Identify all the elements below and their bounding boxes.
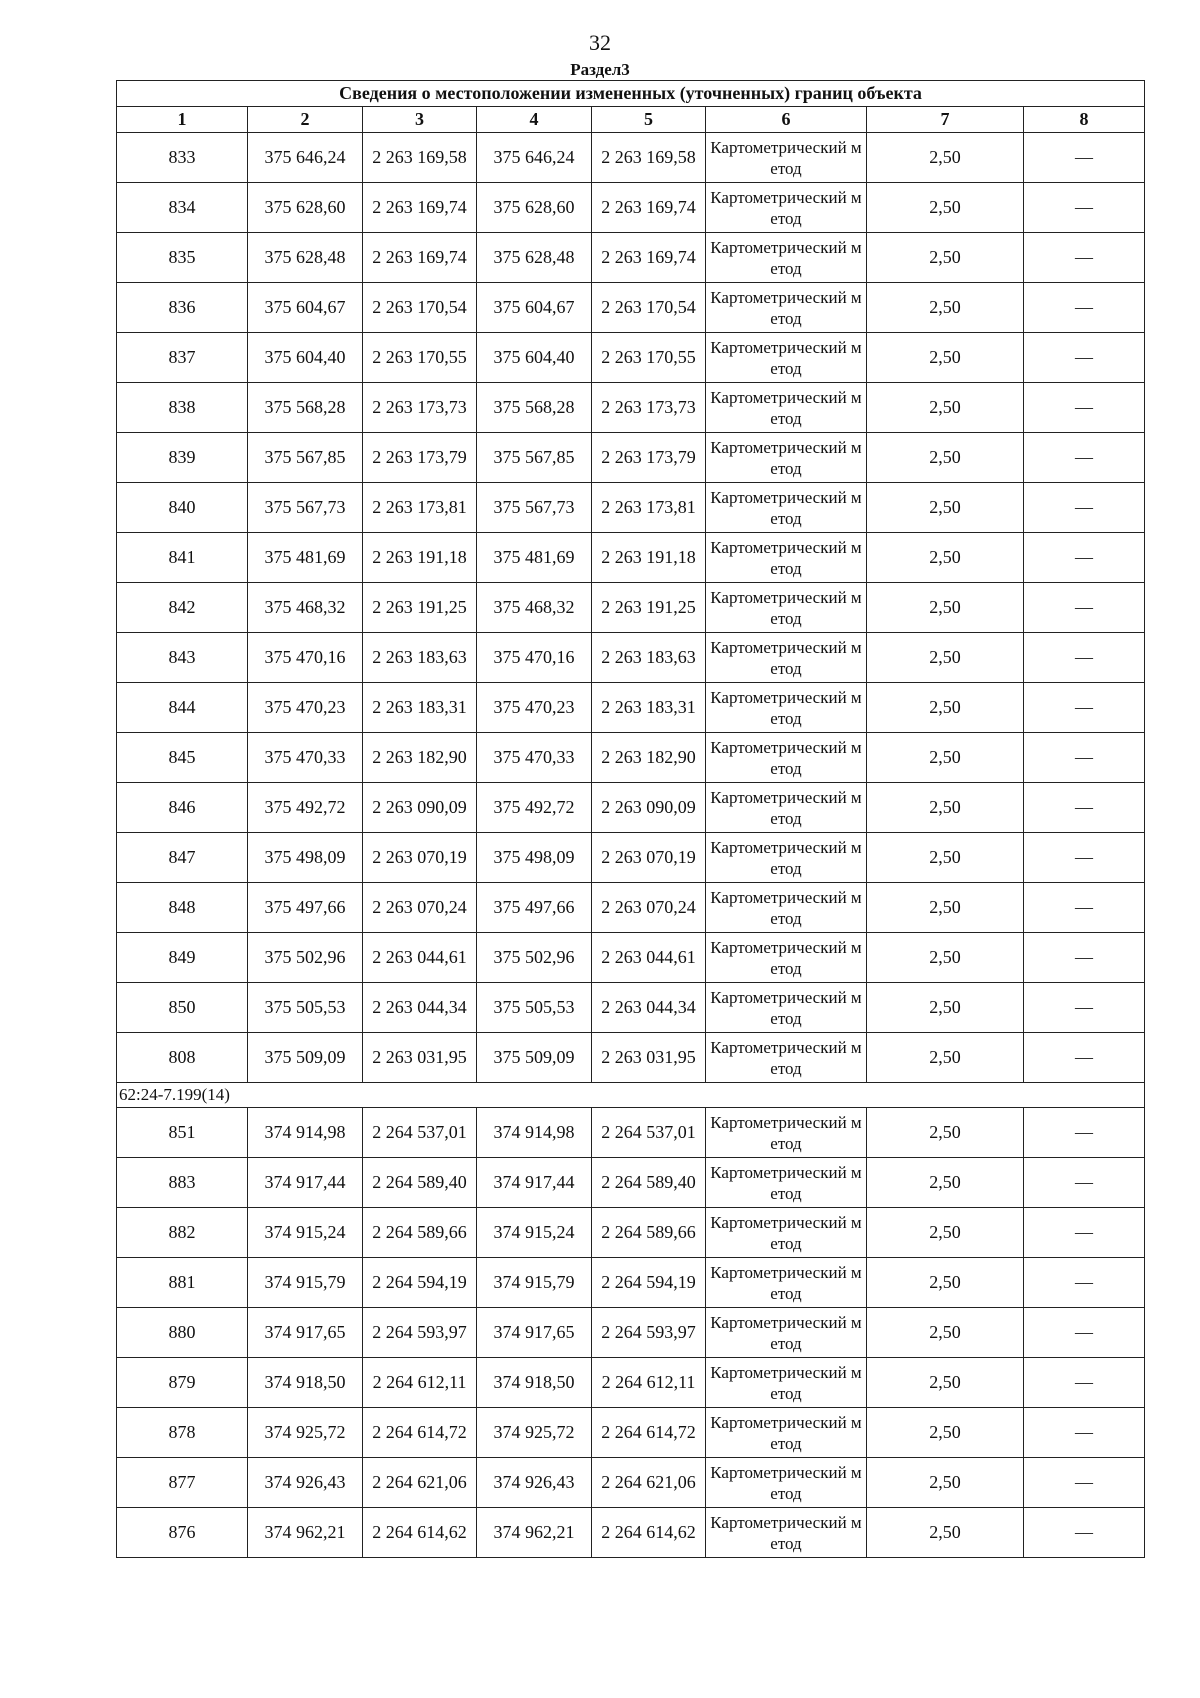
x-existing-cell: 375 470,16 [248, 633, 363, 683]
table-row [117, 283, 1145, 333]
y-existing-cell: 2 263 183,63 [363, 633, 477, 683]
x-new-cell: 375 468,32 [477, 583, 592, 633]
description-cell: — [1024, 533, 1145, 583]
point-number-cell: 850 [117, 983, 248, 1033]
column-number: 8 [1024, 107, 1145, 133]
accuracy-cell: 2,50 [867, 333, 1024, 383]
y-new-cell: 2 263 090,09 [592, 783, 706, 833]
point-number-cell: 847 [117, 833, 248, 883]
x-existing-cell: 375 646,24 [248, 133, 363, 183]
x-new-cell: 375 470,23 [477, 683, 592, 733]
accuracy-cell: 2,50 [867, 1508, 1024, 1558]
x-new-cell: 374 917,65 [477, 1308, 592, 1358]
y-existing-cell: 2 263 044,34 [363, 983, 477, 1033]
table-row [117, 1508, 1145, 1558]
x-new-cell: 374 962,21 [477, 1508, 592, 1558]
parcel-group-label: 62:24-7.199(14) [117, 1083, 1145, 1108]
description-cell: — [1024, 883, 1145, 933]
accuracy-cell: 2,50 [867, 833, 1024, 883]
y-existing-cell: 2 263 182,90 [363, 733, 477, 783]
method-cell: Картометрический метод [706, 1358, 867, 1408]
accuracy-cell: 2,50 [867, 433, 1024, 483]
accuracy-cell: 2,50 [867, 983, 1024, 1033]
x-new-cell: 375 502,96 [477, 933, 592, 983]
x-existing-cell: 375 568,28 [248, 383, 363, 433]
x-existing-cell: 374 926,43 [248, 1458, 363, 1508]
table-row [117, 1308, 1145, 1358]
x-new-cell: 375 492,72 [477, 783, 592, 833]
point-number-cell: 877 [117, 1458, 248, 1508]
description-cell: — [1024, 983, 1145, 1033]
point-number-cell: 841 [117, 533, 248, 583]
accuracy-cell: 2,50 [867, 583, 1024, 633]
column-number: 2 [248, 107, 363, 133]
method-cell: Картометрический метод [706, 583, 867, 633]
y-new-cell: 2 263 170,55 [592, 333, 706, 383]
y-new-cell: 2 263 070,24 [592, 883, 706, 933]
point-number-cell: 846 [117, 783, 248, 833]
accuracy-cell: 2,50 [867, 1408, 1024, 1458]
table-row [117, 833, 1145, 883]
method-cell: Картометрический метод [706, 1158, 867, 1208]
x-existing-cell: 375 470,33 [248, 733, 363, 783]
column-number: 6 [706, 107, 867, 133]
y-existing-cell: 2 263 070,24 [363, 883, 477, 933]
y-new-cell: 2 263 182,90 [592, 733, 706, 783]
group-row [117, 1083, 1145, 1108]
description-cell: — [1024, 733, 1145, 783]
description-cell: — [1024, 283, 1145, 333]
x-new-cell: 374 926,43 [477, 1458, 592, 1508]
method-cell: Картометрический метод [706, 1258, 867, 1308]
point-number-cell: 844 [117, 683, 248, 733]
y-existing-cell: 2 263 173,79 [363, 433, 477, 483]
column-number: 5 [592, 107, 706, 133]
description-cell: — [1024, 833, 1145, 883]
point-number-cell: 837 [117, 333, 248, 383]
y-new-cell: 2 264 594,19 [592, 1258, 706, 1308]
table-row [117, 633, 1145, 683]
x-new-cell: 375 628,48 [477, 233, 592, 283]
table-row [117, 1258, 1145, 1308]
point-number-cell: 843 [117, 633, 248, 683]
method-cell: Картометрический метод [706, 333, 867, 383]
description-cell: — [1024, 1208, 1145, 1258]
method-cell: Картометрический метод [706, 933, 867, 983]
accuracy-cell: 2,50 [867, 683, 1024, 733]
y-new-cell: 2 263 183,31 [592, 683, 706, 733]
boundary-points-table [116, 80, 1145, 1558]
method-cell: Картометрический метод [706, 633, 867, 683]
column-number-row [117, 107, 1145, 133]
x-existing-cell: 375 567,85 [248, 433, 363, 483]
method-cell: Картометрический метод [706, 233, 867, 283]
table-row [117, 533, 1145, 583]
y-existing-cell: 2 264 621,06 [363, 1458, 477, 1508]
x-existing-cell: 374 915,24 [248, 1208, 363, 1258]
point-number-cell: 882 [117, 1208, 248, 1258]
method-cell: Картометрический метод [706, 533, 867, 583]
x-existing-cell: 375 505,53 [248, 983, 363, 1033]
y-new-cell: 2 263 173,73 [592, 383, 706, 433]
point-number-cell: 848 [117, 883, 248, 933]
point-number-cell: 879 [117, 1358, 248, 1408]
table-body [117, 133, 1145, 1558]
y-existing-cell: 2 263 170,55 [363, 333, 477, 383]
point-number-cell: 833 [117, 133, 248, 183]
accuracy-cell: 2,50 [867, 783, 1024, 833]
method-cell: Картометрический метод [706, 783, 867, 833]
y-new-cell: 2 263 170,54 [592, 283, 706, 333]
description-cell: — [1024, 1258, 1145, 1308]
point-number-cell: 851 [117, 1108, 248, 1158]
x-existing-cell: 374 918,50 [248, 1358, 363, 1408]
x-new-cell: 374 925,72 [477, 1408, 592, 1458]
accuracy-cell: 2,50 [867, 1208, 1024, 1258]
accuracy-cell: 2,50 [867, 283, 1024, 333]
x-new-cell: 375 470,33 [477, 733, 592, 783]
method-cell: Картометрический метод [706, 833, 867, 883]
table-row [117, 933, 1145, 983]
point-number-cell: 842 [117, 583, 248, 633]
x-existing-cell: 375 498,09 [248, 833, 363, 883]
table-row [117, 1108, 1145, 1158]
x-new-cell: 375 505,53 [477, 983, 592, 1033]
x-new-cell: 374 915,79 [477, 1258, 592, 1308]
description-cell: — [1024, 1033, 1145, 1083]
description-cell: — [1024, 183, 1145, 233]
column-number: 4 [477, 107, 592, 133]
table-row [117, 383, 1145, 433]
x-existing-cell: 374 915,79 [248, 1258, 363, 1308]
method-cell: Картометрический метод [706, 883, 867, 933]
x-new-cell: 375 567,85 [477, 433, 592, 483]
point-number-cell: 836 [117, 283, 248, 333]
y-new-cell: 2 264 614,72 [592, 1408, 706, 1458]
method-cell: Картометрический метод [706, 683, 867, 733]
table-row [117, 1408, 1145, 1458]
table-row [117, 433, 1145, 483]
column-number: 7 [867, 107, 1024, 133]
column-number: 3 [363, 107, 477, 133]
point-number-cell: 880 [117, 1308, 248, 1358]
x-new-cell: 375 509,09 [477, 1033, 592, 1083]
y-new-cell: 2 263 169,74 [592, 183, 706, 233]
method-cell: Картометрический метод [706, 1508, 867, 1558]
description-cell: — [1024, 633, 1145, 683]
table-row [117, 183, 1145, 233]
y-existing-cell: 2 264 614,62 [363, 1508, 477, 1558]
point-number-cell: 881 [117, 1258, 248, 1308]
x-existing-cell: 374 925,72 [248, 1408, 363, 1458]
x-existing-cell: 374 917,65 [248, 1308, 363, 1358]
table-row [117, 583, 1145, 633]
x-existing-cell: 375 492,72 [248, 783, 363, 833]
x-new-cell: 374 915,24 [477, 1208, 592, 1258]
accuracy-cell: 2,50 [867, 1458, 1024, 1508]
point-number-cell: 849 [117, 933, 248, 983]
description-cell: — [1024, 1158, 1145, 1208]
method-cell: Картометрический метод [706, 283, 867, 333]
x-new-cell: 375 604,67 [477, 283, 592, 333]
table-row [117, 1033, 1145, 1083]
y-existing-cell: 2 263 169,74 [363, 233, 477, 283]
y-new-cell: 2 264 612,11 [592, 1358, 706, 1408]
y-existing-cell: 2 263 169,74 [363, 183, 477, 233]
x-existing-cell: 375 604,40 [248, 333, 363, 383]
x-existing-cell: 374 962,21 [248, 1508, 363, 1558]
description-cell: — [1024, 1508, 1145, 1558]
y-new-cell: 2 264 593,97 [592, 1308, 706, 1358]
description-cell: — [1024, 1108, 1145, 1158]
method-cell: Картометрический метод [706, 433, 867, 483]
description-cell: — [1024, 433, 1145, 483]
y-existing-cell: 2 263 170,54 [363, 283, 477, 333]
x-new-cell: 375 628,60 [477, 183, 592, 233]
method-cell: Картометрический метод [706, 183, 867, 233]
table-row [117, 733, 1145, 783]
method-cell: Картометрический метод [706, 983, 867, 1033]
description-cell: — [1024, 683, 1145, 733]
method-cell: Картометрический метод [706, 733, 867, 783]
x-existing-cell: 375 502,96 [248, 933, 363, 983]
section-title: Раздел3 [570, 60, 630, 79]
table-row [117, 483, 1145, 533]
y-existing-cell: 2 264 612,11 [363, 1358, 477, 1408]
x-existing-cell: 375 604,67 [248, 283, 363, 333]
description-cell: — [1024, 1308, 1145, 1358]
x-existing-cell: 375 628,48 [248, 233, 363, 283]
accuracy-cell: 2,50 [867, 533, 1024, 583]
table-row [117, 233, 1145, 283]
accuracy-cell: 2,50 [867, 1308, 1024, 1358]
accuracy-cell: 2,50 [867, 733, 1024, 783]
x-new-cell: 375 470,16 [477, 633, 592, 683]
method-cell: Картометрический метод [706, 483, 867, 533]
table-row [117, 1208, 1145, 1258]
table-row [117, 883, 1145, 933]
column-number: 1 [117, 107, 248, 133]
point-number-cell: 883 [117, 1158, 248, 1208]
y-existing-cell: 2 264 594,19 [363, 1258, 477, 1308]
x-new-cell: 374 914,98 [477, 1108, 592, 1158]
x-new-cell: 375 498,09 [477, 833, 592, 883]
y-existing-cell: 2 263 044,61 [363, 933, 477, 983]
x-new-cell: 375 567,73 [477, 483, 592, 533]
y-existing-cell: 2 264 614,72 [363, 1408, 477, 1458]
y-new-cell: 2 264 589,40 [592, 1158, 706, 1208]
x-existing-cell: 375 468,32 [248, 583, 363, 633]
y-new-cell: 2 263 191,18 [592, 533, 706, 583]
y-new-cell: 2 263 070,19 [592, 833, 706, 883]
y-existing-cell: 2 263 173,73 [363, 383, 477, 433]
method-cell: Картометрический метод [706, 1308, 867, 1358]
y-new-cell: 2 263 183,63 [592, 633, 706, 683]
method-cell: Картометрический метод [706, 1458, 867, 1508]
point-number-cell: 878 [117, 1408, 248, 1458]
point-number-cell: 834 [117, 183, 248, 233]
description-cell: — [1024, 583, 1145, 633]
y-existing-cell: 2 263 191,25 [363, 583, 477, 633]
y-new-cell: 2 263 031,95 [592, 1033, 706, 1083]
method-cell: Картометрический метод [706, 1108, 867, 1158]
x-new-cell: 375 497,66 [477, 883, 592, 933]
description-cell: — [1024, 483, 1145, 533]
accuracy-cell: 2,50 [867, 1158, 1024, 1208]
method-cell: Картометрический метод [706, 1408, 867, 1458]
y-new-cell: 2 263 169,74 [592, 233, 706, 283]
description-cell: — [1024, 1458, 1145, 1508]
x-new-cell: 374 918,50 [477, 1358, 592, 1408]
page-number: 32 [589, 30, 611, 55]
accuracy-cell: 2,50 [867, 633, 1024, 683]
accuracy-cell: 2,50 [867, 133, 1024, 183]
point-number-cell: 840 [117, 483, 248, 533]
x-existing-cell: 375 497,66 [248, 883, 363, 933]
y-new-cell: 2 263 173,81 [592, 483, 706, 533]
point-number-cell: 838 [117, 383, 248, 433]
table-caption: Сведения о местоположении измененных (уточненных) границ объекта [117, 81, 1145, 107]
table-row [117, 133, 1145, 183]
y-existing-cell: 2 263 191,18 [363, 533, 477, 583]
x-existing-cell: 375 628,60 [248, 183, 363, 233]
y-new-cell: 2 264 614,62 [592, 1508, 706, 1558]
accuracy-cell: 2,50 [867, 183, 1024, 233]
x-new-cell: 375 481,69 [477, 533, 592, 583]
description-cell: — [1024, 1408, 1145, 1458]
method-cell: Картометрический метод [706, 1033, 867, 1083]
point-number-cell: 808 [117, 1033, 248, 1083]
y-new-cell: 2 263 191,25 [592, 583, 706, 633]
accuracy-cell: 2,50 [867, 1358, 1024, 1408]
accuracy-cell: 2,50 [867, 1258, 1024, 1308]
description-cell: — [1024, 783, 1145, 833]
x-existing-cell: 375 509,09 [248, 1033, 363, 1083]
x-new-cell: 375 604,40 [477, 333, 592, 383]
x-existing-cell: 375 481,69 [248, 533, 363, 583]
point-number-cell: 845 [117, 733, 248, 783]
table-row [117, 1458, 1145, 1508]
y-existing-cell: 2 263 031,95 [363, 1033, 477, 1083]
y-new-cell: 2 263 044,34 [592, 983, 706, 1033]
y-existing-cell: 2 263 173,81 [363, 483, 477, 533]
method-cell: Картометрический метод [706, 383, 867, 433]
accuracy-cell: 2,50 [867, 933, 1024, 983]
x-existing-cell: 375 567,73 [248, 483, 363, 533]
description-cell: — [1024, 133, 1145, 183]
point-number-cell: 876 [117, 1508, 248, 1558]
table-row [117, 983, 1145, 1033]
y-existing-cell: 2 264 589,40 [363, 1158, 477, 1208]
x-existing-cell: 374 914,98 [248, 1108, 363, 1158]
accuracy-cell: 2,50 [867, 233, 1024, 283]
table-row [117, 1158, 1145, 1208]
accuracy-cell: 2,50 [867, 883, 1024, 933]
y-existing-cell: 2 264 537,01 [363, 1108, 477, 1158]
description-cell: — [1024, 1358, 1145, 1408]
method-cell: Картометрический метод [706, 133, 867, 183]
point-number-cell: 839 [117, 433, 248, 483]
table-row [117, 1358, 1145, 1408]
y-new-cell: 2 264 589,66 [592, 1208, 706, 1258]
y-new-cell: 2 264 537,01 [592, 1108, 706, 1158]
y-new-cell: 2 263 169,58 [592, 133, 706, 183]
y-new-cell: 2 263 173,79 [592, 433, 706, 483]
y-new-cell: 2 264 621,06 [592, 1458, 706, 1508]
accuracy-cell: 2,50 [867, 483, 1024, 533]
point-number-cell: 835 [117, 233, 248, 283]
accuracy-cell: 2,50 [867, 1033, 1024, 1083]
x-existing-cell: 375 470,23 [248, 683, 363, 733]
y-new-cell: 2 263 044,61 [592, 933, 706, 983]
accuracy-cell: 2,50 [867, 383, 1024, 433]
x-new-cell: 374 917,44 [477, 1158, 592, 1208]
y-existing-cell: 2 263 070,19 [363, 833, 477, 883]
accuracy-cell: 2,50 [867, 1108, 1024, 1158]
y-existing-cell: 2 264 589,66 [363, 1208, 477, 1258]
table-row [117, 333, 1145, 383]
description-cell: — [1024, 933, 1145, 983]
y-existing-cell: 2 263 183,31 [363, 683, 477, 733]
x-existing-cell: 374 917,44 [248, 1158, 363, 1208]
description-cell: — [1024, 333, 1145, 383]
description-cell: — [1024, 383, 1145, 433]
y-existing-cell: 2 263 090,09 [363, 783, 477, 833]
table-row [117, 683, 1145, 733]
table-row [117, 783, 1145, 833]
x-new-cell: 375 568,28 [477, 383, 592, 433]
y-existing-cell: 2 263 169,58 [363, 133, 477, 183]
description-cell: — [1024, 233, 1145, 283]
x-new-cell: 375 646,24 [477, 133, 592, 183]
y-existing-cell: 2 264 593,97 [363, 1308, 477, 1358]
method-cell: Картометрический метод [706, 1208, 867, 1258]
